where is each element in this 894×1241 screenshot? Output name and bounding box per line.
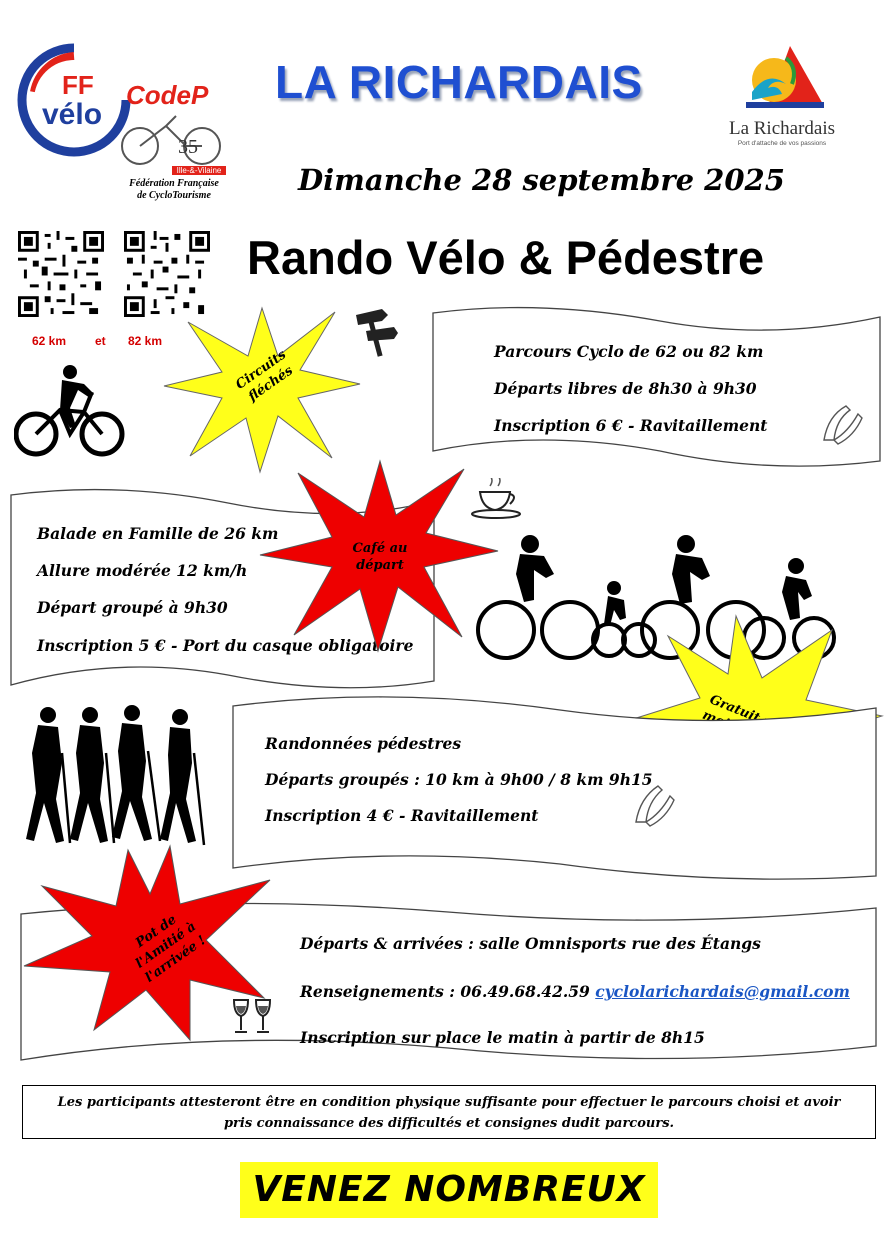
disclaimer-box <box>22 1085 876 1139</box>
star-circuits-text: Circuits fléchés <box>233 347 296 405</box>
infos-phone: Renseignements : 06.49.68.42.59 <box>300 982 590 1001</box>
star-cafe-text: Café au départ <box>352 541 408 573</box>
qr-label-62km: 62 km <box>32 334 67 348</box>
page-title: LA RICHARDAIS <box>275 56 643 108</box>
codep-name: CodeP <box>126 80 209 110</box>
cta-banner: VENEZ NOMBREUX <box>240 1162 658 1218</box>
qr-code-62km-icon[interactable] <box>18 231 104 317</box>
codep-federation-2: de CycloTourisme <box>137 190 211 201</box>
event-date: Dimanche 28 septembre 2025 <box>298 163 785 197</box>
pedestre-line2: Départs groupés : 10 km à 9h00 / 8 km 9h15 <box>265 770 653 789</box>
cyclo-line1: Parcours Cyclo de 62 ou 82 km <box>494 342 764 361</box>
coffee-cup-icon <box>470 478 524 520</box>
infos-line1: Départs & arrivées : salle Omnisports rue des Étangs <box>300 934 761 953</box>
disclaimer-line2: pris connaissance des difficultés et consignes dudit parcours. <box>223 1116 675 1131</box>
famille-line4: Inscription 5 € - Port du casque obligatoire <box>37 636 414 655</box>
wine-glasses-icon <box>230 996 274 1036</box>
codep-logo <box>112 80 232 205</box>
famille-line2: Allure modérée 12 km/h <box>37 561 248 580</box>
ffvelo-ff: FF <box>62 70 94 100</box>
pedestre-line1: Randonnées pédestres <box>265 734 462 753</box>
ffvelo-velo: vélo <box>42 98 103 131</box>
qr-label-sep: et <box>95 334 106 348</box>
town-name: La Richardais <box>728 118 836 139</box>
famille-line3: Départ groupé à 9h30 <box>37 598 228 617</box>
pedestre-line3: Inscription 4 € - Ravitaillement <box>265 806 539 825</box>
event-headline: Rando Vélo & Pédestre <box>247 231 765 284</box>
infos-line3: Inscription sur place le matin à partir de 8h15 <box>300 1028 705 1047</box>
codep-region: Ille-&-Vilaine <box>172 166 226 175</box>
town-tagline: Port d'attache de vos passions <box>737 140 827 147</box>
disclaimer-line1: Les participants attesteront être en condition physique suffisante pour effectuer le parcours choisi et avoir <box>57 1095 841 1110</box>
town-logo <box>712 44 852 156</box>
banana-icon <box>818 400 864 448</box>
star-pot-text: Pot de l'Amitié à l'arrivée ! <box>133 912 209 986</box>
cyclo-line2: Départs libres de 8h30 à 9h30 <box>494 379 757 398</box>
banana-icon-2 <box>630 780 676 832</box>
cyclo-line3: Inscription 6 € - Ravitaillement <box>494 416 768 435</box>
famille-line1: Balade en Famille de 26 km <box>37 524 279 543</box>
codep-num: 35 <box>178 136 198 158</box>
codep-federation-1: Fédération Française <box>129 178 219 189</box>
qr-label-82km: 82 km <box>128 334 163 348</box>
cyclist-icon <box>14 362 126 460</box>
email-link[interactable]: cyclolarichardais@gmail.com <box>595 982 850 1001</box>
infos-line2 <box>300 982 850 1001</box>
hikers-icon <box>20 703 210 848</box>
